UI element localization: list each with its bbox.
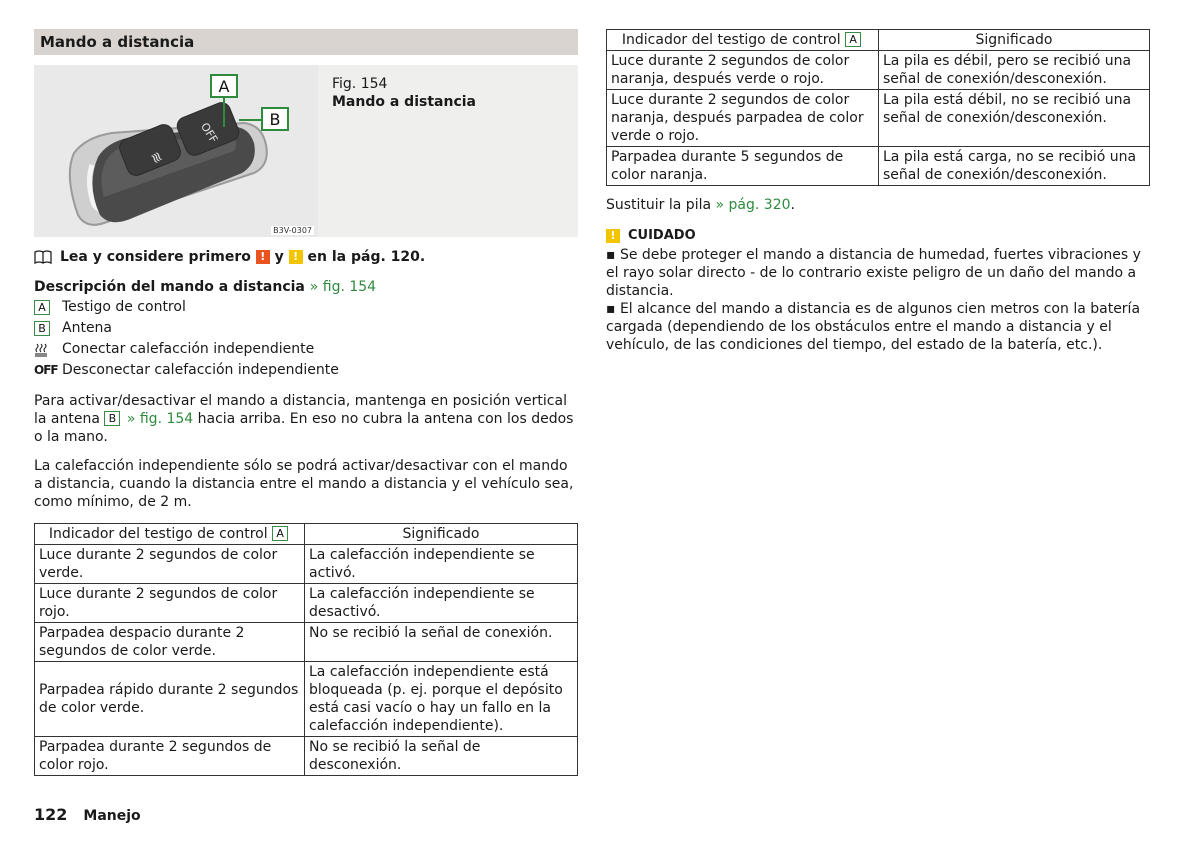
figure-caption	[318, 65, 578, 237]
table-row	[35, 545, 578, 584]
legend-text: Desconectar calefacción independiente	[62, 362, 339, 378]
para1-a: Para activar/desactivar el mando a distancia, mantenga en posición vertical la antena	[34, 393, 567, 427]
caution-icon: !	[606, 229, 620, 243]
table-row	[607, 147, 1150, 186]
caution-title: CUIDADO	[628, 228, 696, 243]
key-b: B	[34, 321, 50, 336]
header-meaning: Significado	[879, 30, 1150, 51]
legend-item	[34, 318, 578, 339]
fig-link[interactable]: » fig. 154	[309, 279, 377, 295]
caution-icon: !	[289, 250, 303, 264]
figure-row	[34, 65, 578, 237]
table-row	[607, 51, 1150, 90]
cell-indicator: Parpadea despacio durante 2 segundos de color verde.	[35, 623, 305, 662]
legend-text: Testigo de control	[62, 299, 186, 315]
cell-meaning: No se recibió la señal de desconexión.	[305, 737, 578, 776]
table-row	[35, 737, 578, 776]
cell-indicator: Luce durante 2 segundos de color rojo.	[35, 584, 305, 623]
page-link[interactable]: » pág. 320	[715, 197, 791, 213]
cell-meaning: La calefacción independiente está bloqueada (p. ej. porque el depósito está casi vacío o hay un fallo en la calefacción independiente).	[305, 662, 578, 737]
cell-meaning: La pila es débil, pero se recibió una señal de conexión/desconexión.	[879, 51, 1150, 90]
header-meaning: Significado	[305, 524, 578, 545]
legend-item	[34, 360, 578, 381]
read-first-prefix: Lea y considere primero	[60, 249, 251, 265]
indicator-table-left	[34, 523, 578, 776]
page-number: 122	[34, 805, 68, 824]
table-row	[35, 623, 578, 662]
book-icon	[34, 250, 52, 264]
paragraph-antenna	[34, 392, 578, 446]
off-button-text: OFF	[197, 120, 221, 146]
cell-indicator: Parpadea rápido durante 2 segundos de color verde.	[35, 662, 305, 737]
read-first-suffix: en la pág. 120.	[307, 249, 426, 265]
figure-image	[34, 65, 318, 237]
section-title: Mando a distancia	[34, 29, 578, 55]
legend-item	[34, 297, 578, 318]
read-first-line	[34, 249, 578, 265]
read-first-conj: y	[274, 249, 284, 265]
off-symbol: OFF	[34, 363, 58, 377]
callout-b: B	[269, 110, 281, 129]
caution-header	[606, 228, 1150, 243]
description-title-text: Descripción del mando a distancia	[34, 279, 305, 295]
caption-title: Mando a distancia	[332, 94, 476, 110]
header-indicator	[607, 30, 879, 51]
caution-bullet: ▪ El alcance del mando a distancia es de algunos cien metros con la batería cargada (dependiendo de los obstáculos entre el mando a distancia y el vehículo, de las condiciones del tiempo, del estado de la batería, etc.).	[606, 301, 1141, 353]
cell-indicator: Luce durante 2 segundos de color verde.	[35, 545, 305, 584]
battery-note	[606, 196, 1150, 214]
legend-item	[34, 339, 578, 360]
caption-number: Fig. 154	[332, 76, 388, 92]
cell-indicator: Parpadea durante 5 segundos de color naranja.	[607, 147, 879, 186]
right-column	[606, 29, 1150, 354]
battery-note-text: Sustituir la pila	[606, 197, 712, 213]
table-row	[607, 90, 1150, 147]
legend-text: Antena	[62, 320, 113, 336]
cell-indicator: Luce durante 2 segundos de color naranja, después verde o rojo.	[607, 51, 879, 90]
para1-b: hacia arriba. En eso no cubra la antena con los dedos o la mano.	[34, 411, 574, 445]
cell-indicator: Luce durante 2 segundos de color naranja, después parpadea de color verde o rojo.	[607, 90, 879, 147]
header-indicator-text: Indicador del testigo de control	[621, 32, 841, 48]
fig-link-inline[interactable]: » fig. 154	[126, 411, 194, 427]
header-key: A	[845, 32, 861, 47]
page-footer	[34, 805, 141, 824]
callout-a: A	[218, 77, 230, 96]
header-indicator-text: Indicador del testigo de control	[48, 526, 268, 542]
battery-note-end: .	[790, 197, 795, 213]
table-row	[35, 584, 578, 623]
cell-meaning: La calefacción independiente se desactivó.	[305, 584, 578, 623]
caution-bullet: ▪ Se debe proteger el mando a distancia de humedad, fuertes vibraciones y el rayo solar directo - de lo contrario existe peligro de un daño del mando a distancia.	[606, 247, 1141, 299]
svg-text:≋: ≋	[146, 148, 167, 168]
cell-indicator: Parpadea durante 2 segundos de color rojo.	[35, 737, 305, 776]
left-column	[34, 29, 578, 776]
remote-control-illustration	[34, 65, 318, 237]
description-title	[34, 279, 578, 295]
header-key: A	[272, 526, 288, 541]
chapter-name: Manejo	[83, 808, 141, 824]
paragraph-distance: La calefacción independiente sólo se podrá activar/desactivar con el mando a distancia, cuando la distancia entre el mando a distancia y el vehículo sea, como mínimo, de 2 m.	[34, 458, 574, 510]
cell-meaning: La calefacción independiente se activó.	[305, 545, 578, 584]
indicator-table-right	[606, 29, 1150, 186]
cell-meaning: La pila está carga, no se recibió una señal de conexión/desconexión.	[879, 147, 1150, 186]
warning-icon: !	[256, 250, 270, 264]
table-row	[35, 662, 578, 737]
cell-meaning: No se recibió la señal de conexión.	[305, 623, 578, 662]
legend-text: Conectar calefacción independiente	[62, 341, 315, 357]
cell-meaning: La pila está débil, no se recibió una señal de conexión/desconexión.	[879, 90, 1150, 147]
heater-icon	[34, 343, 48, 357]
legend-list	[34, 297, 578, 381]
header-indicator	[35, 524, 305, 545]
figure-code: B3V-0307	[273, 226, 312, 235]
key-b-inline: B	[104, 411, 120, 426]
key-a: A	[34, 300, 50, 315]
